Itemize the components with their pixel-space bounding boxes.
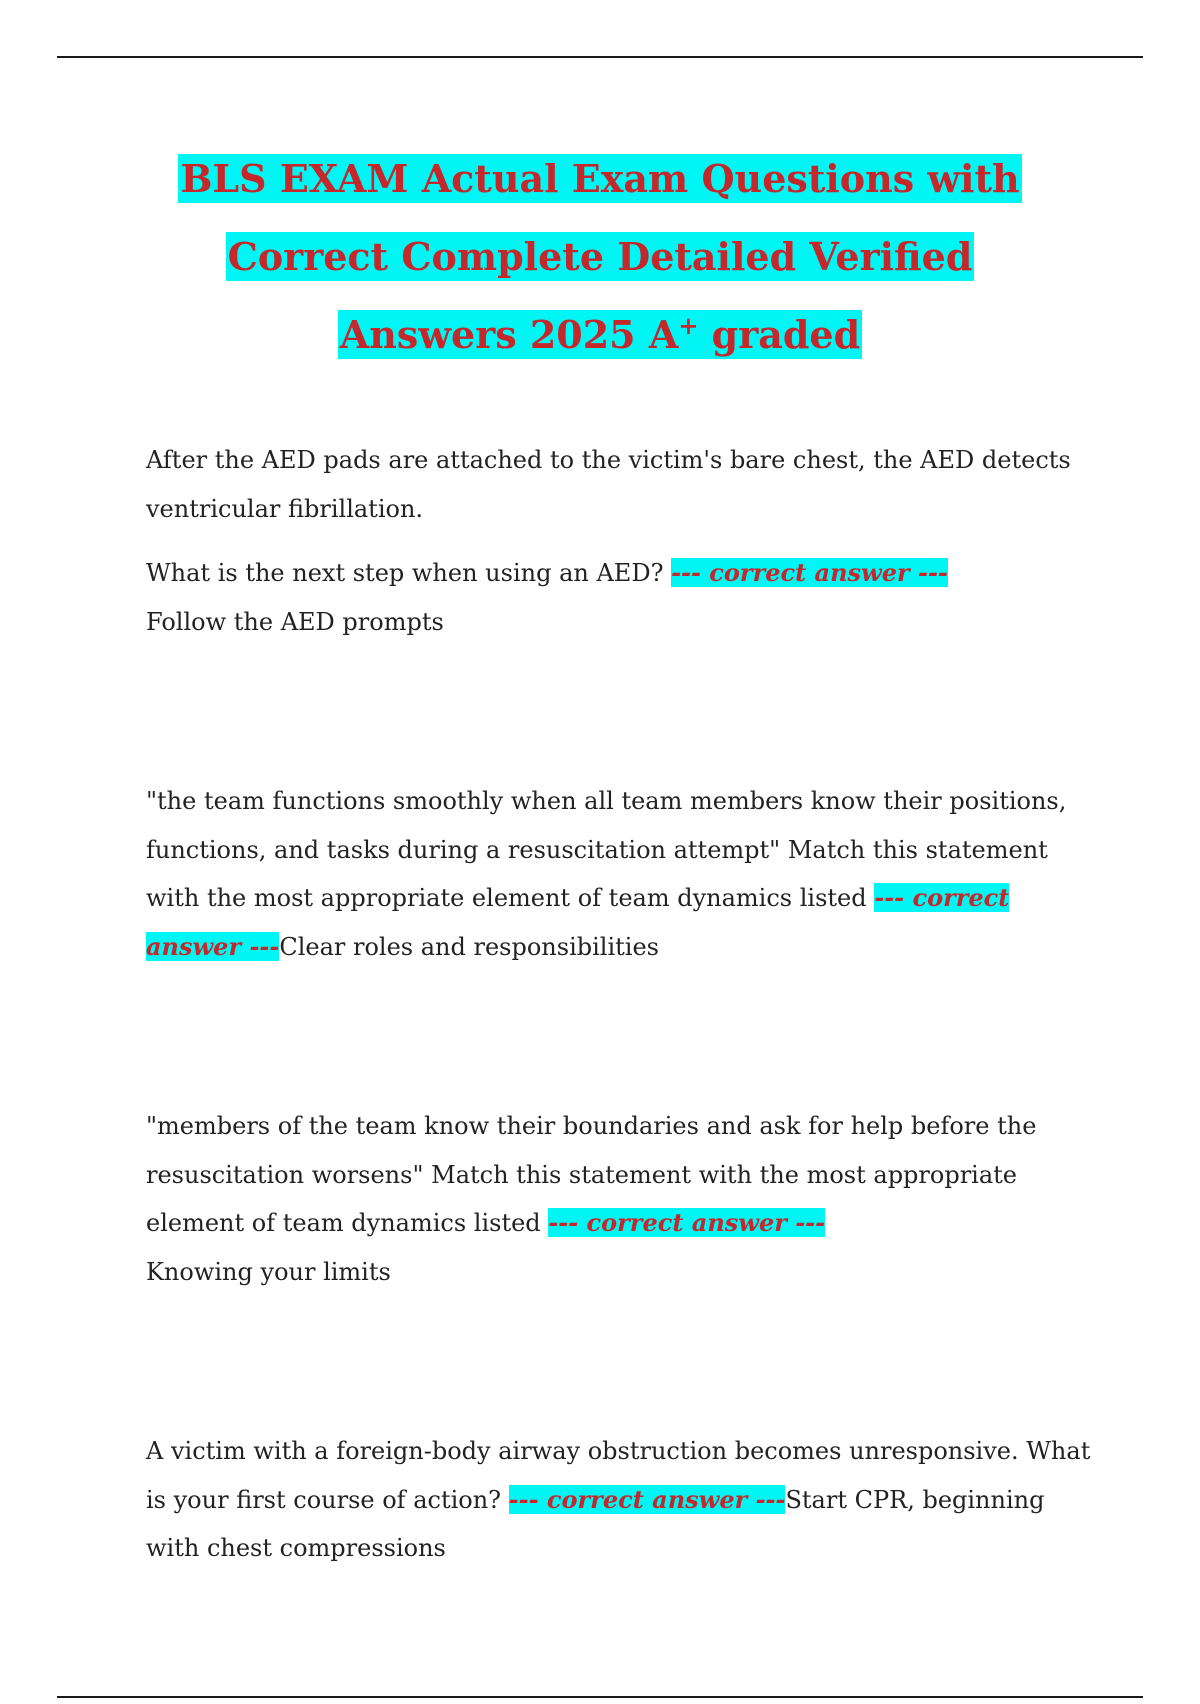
answer-2: Clear roles and responsibilities: [279, 932, 659, 961]
title-line-3-text: Answers 2025 A: [339, 312, 679, 357]
title-suffix: graded: [698, 312, 861, 357]
question-2-prompt-text: "the team functions smoothly when all team members know their positions, functions, and tasks during a resuscitation attempt" Match this statement with the most appropriate element of team dynamics listed: [146, 787, 1067, 912]
correct-answer-marker: --- correct answer ---: [548, 1208, 826, 1237]
answer-1: Follow the AED prompts: [146, 607, 444, 636]
title-line-2: Correct Complete Detailed Verified: [227, 234, 973, 279]
correct-answer-marker: --- correct answer ---: [508, 1484, 786, 1514]
title-superscript: +: [678, 311, 699, 340]
correct-answer-marker: --- correct answer ---: [146, 883, 1010, 961]
title-line-3: [338, 310, 862, 359]
document-title: [80, 140, 1120, 374]
question-3-prompt-text: "members of the team know their boundaries and ask for help before the resuscitation worsens" Match this statement with the most appropriate element of team dynamics listed: [146, 1112, 1037, 1237]
title-line-1: BLS EXAM Actual Exam Questions with: [180, 156, 1020, 201]
question-4-text: [146, 1427, 1096, 1573]
correct-answer-marker: --- correct answer ---: [671, 558, 948, 587]
question-4-prompt-text: A victim with a foreign-body airway obstruction becomes unresponsive. What is your first course of action?: [146, 1437, 1091, 1514]
question-1-prompt-text: What is the next step when using an AED?: [146, 559, 672, 587]
question-1-prompt: [146, 549, 1096, 646]
question-item-3: [146, 1102, 1096, 1296]
question-2-text: [146, 777, 1096, 971]
answer-3: Knowing your limits: [146, 1257, 391, 1286]
question-item-2: [146, 777, 1096, 971]
questions-list: [146, 436, 1096, 1704]
answer-4: Start CPR, beginning with chest compressions: [146, 1485, 1045, 1562]
question-item-4: [146, 1427, 1096, 1573]
bottom-rule: [57, 1696, 1143, 1698]
question-1-text: After the AED pads are attached to the victim's bare chest, the AED detects ventricular fibrillation.: [146, 446, 1071, 523]
question-3-text: [146, 1102, 1096, 1296]
question-item-1: [146, 436, 1096, 646]
top-rule: [57, 56, 1143, 58]
